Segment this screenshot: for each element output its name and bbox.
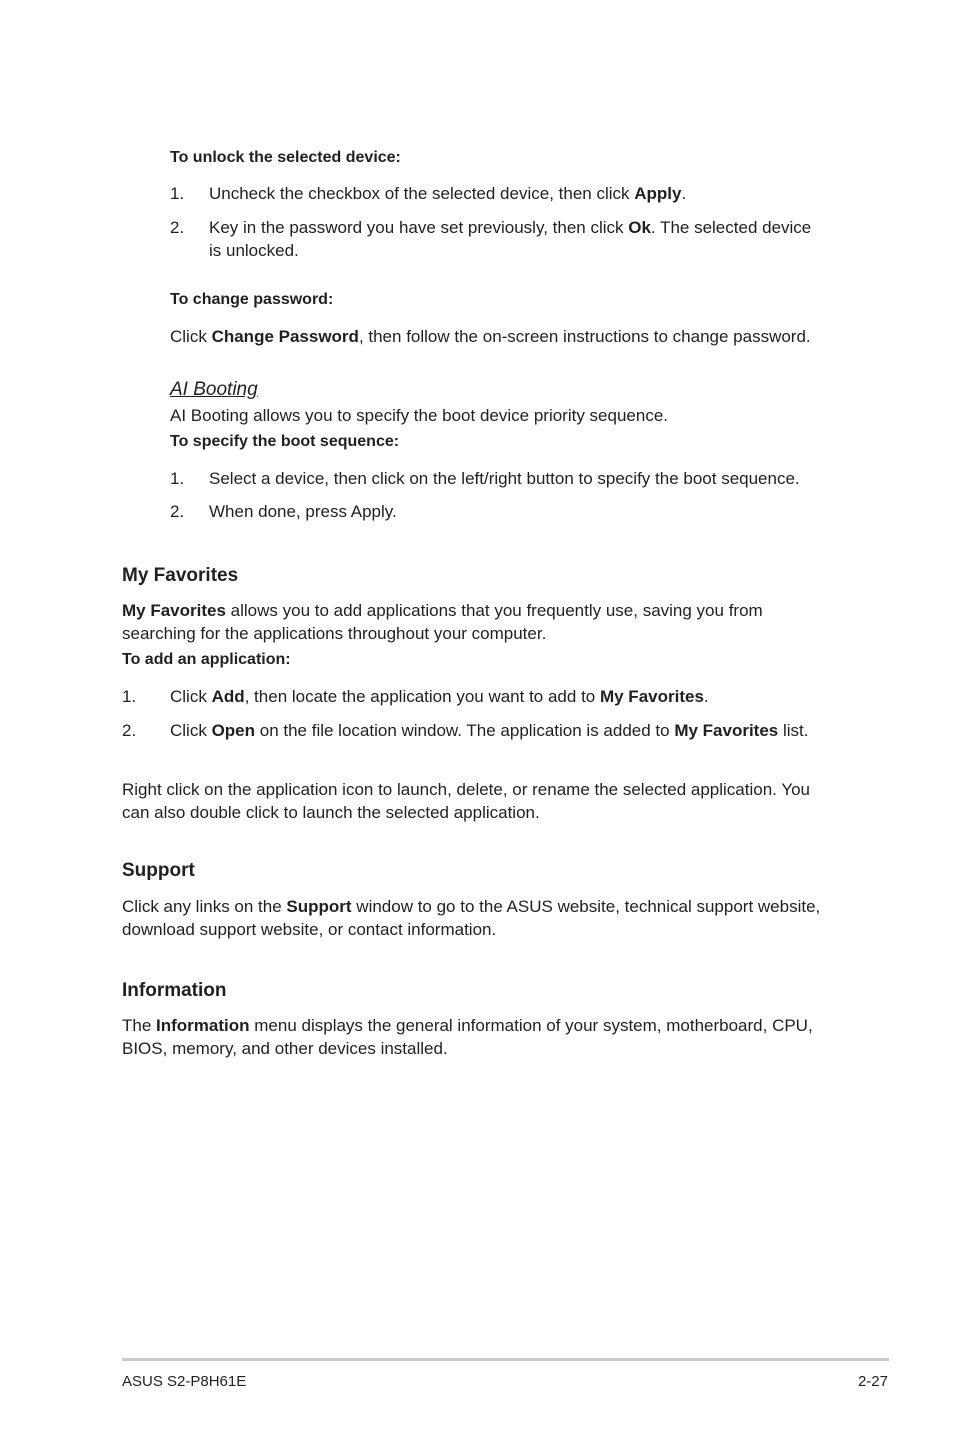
- ai-booting-description: AI Booting allows you to specify the boot device priority sequence.: [170, 406, 669, 425]
- unlock-step-1-text: Uncheck the checkbox of the selected device, then click: [209, 184, 635, 203]
- add-step-1-number: 1.: [122, 687, 137, 706]
- add-step-1-mid: , then locate the application you want to add to: [244, 687, 600, 706]
- unlock-step-2: [209, 216, 811, 239]
- information-post: menu displays the general information of your system, motherboard, CPU,: [249, 1016, 813, 1035]
- add-application-heading: To add an application:: [122, 651, 291, 668]
- support-heading: Support: [122, 860, 195, 881]
- ok-term: Ok: [628, 218, 651, 237]
- my-favorites-heading: My Favorites: [122, 565, 239, 586]
- change-password-term: Change Password: [211, 327, 359, 346]
- information-term: Information: [156, 1016, 250, 1035]
- boot-step-2-number: 2.: [170, 502, 185, 521]
- my-favorites-intro-line2: searching for the applications throughout your computer.: [122, 624, 547, 643]
- support-pre: Click any links on the: [122, 897, 287, 916]
- apply-term: Apply: [634, 184, 682, 203]
- page-number: 2-27: [857, 1373, 888, 1390]
- information-text: [122, 1014, 813, 1037]
- my-favorites-term-2: My Favorites: [599, 687, 704, 706]
- my-favorites-term-3: My Favorites: [674, 721, 779, 740]
- add-step-2-post: list.: [778, 721, 809, 740]
- add-step-2-number: 2.: [122, 721, 137, 740]
- change-password-heading: To change password:: [170, 291, 334, 308]
- boot-step-1-number: 1.: [170, 469, 185, 488]
- information-heading: Information: [122, 980, 227, 1001]
- support-text: [122, 895, 820, 918]
- boot-sequence-heading: To specify the boot sequence:: [170, 433, 400, 450]
- unlock-step-1-number: 1.: [170, 184, 185, 203]
- my-favorites-intro-rest: allows you to add applications that you frequently use, saving you from: [225, 601, 763, 620]
- support-post: window to go to the ASUS website, technical support website,: [351, 897, 821, 916]
- unlock-step-2-number: 2.: [170, 218, 185, 237]
- boot-step-2: When done, press Apply.: [209, 502, 397, 521]
- ai-booting-title: AI Booting: [170, 379, 258, 400]
- unlock-step-2-end: . The selected device: [650, 218, 812, 237]
- open-term: Open: [211, 721, 256, 740]
- my-favorites-term: My Favorites: [122, 601, 226, 620]
- change-password-pre: Click: [170, 327, 212, 346]
- unlock-step-1: [209, 182, 686, 205]
- unlock-step-1-end: .: [681, 184, 687, 203]
- favorites-note-line1: Right click on the application icon to launch, delete, or rename the selected application. You: [122, 780, 811, 799]
- add-step-1: [170, 685, 709, 708]
- information-pre: The: [122, 1016, 157, 1035]
- add-step-2-pre: Click: [170, 721, 212, 740]
- add-step-1-post: .: [703, 687, 709, 706]
- add-term: Add: [211, 687, 245, 706]
- my-favorites-intro: [122, 599, 763, 622]
- information-text-line2: BIOS, memory, and other devices installed.: [122, 1039, 448, 1058]
- add-step-2: [170, 719, 809, 742]
- boot-step-1: Select a device, then click on the left/right button to specify the boot sequence.: [209, 469, 800, 488]
- add-step-2-mid: on the file location window. The application is added to: [255, 721, 675, 740]
- unlock-step-2-text: Key in the password you have set previously, then click: [209, 218, 629, 237]
- favorites-note-line2: can also double click to launch the selected application.: [122, 803, 540, 822]
- change-password-post: , then follow the on-screen instructions to change password.: [358, 327, 811, 346]
- support-text-line2: download support website, or contact information.: [122, 920, 497, 939]
- footer-divider: [122, 1358, 889, 1361]
- add-step-1-pre: Click: [170, 687, 212, 706]
- unlock-step-2-line2: is unlocked.: [209, 241, 299, 260]
- footer-model: ASUS S2-P8H61E: [122, 1373, 247, 1390]
- unlock-heading: To unlock the selected device:: [170, 149, 401, 166]
- support-term: Support: [286, 897, 352, 916]
- change-password-text: [170, 325, 811, 348]
